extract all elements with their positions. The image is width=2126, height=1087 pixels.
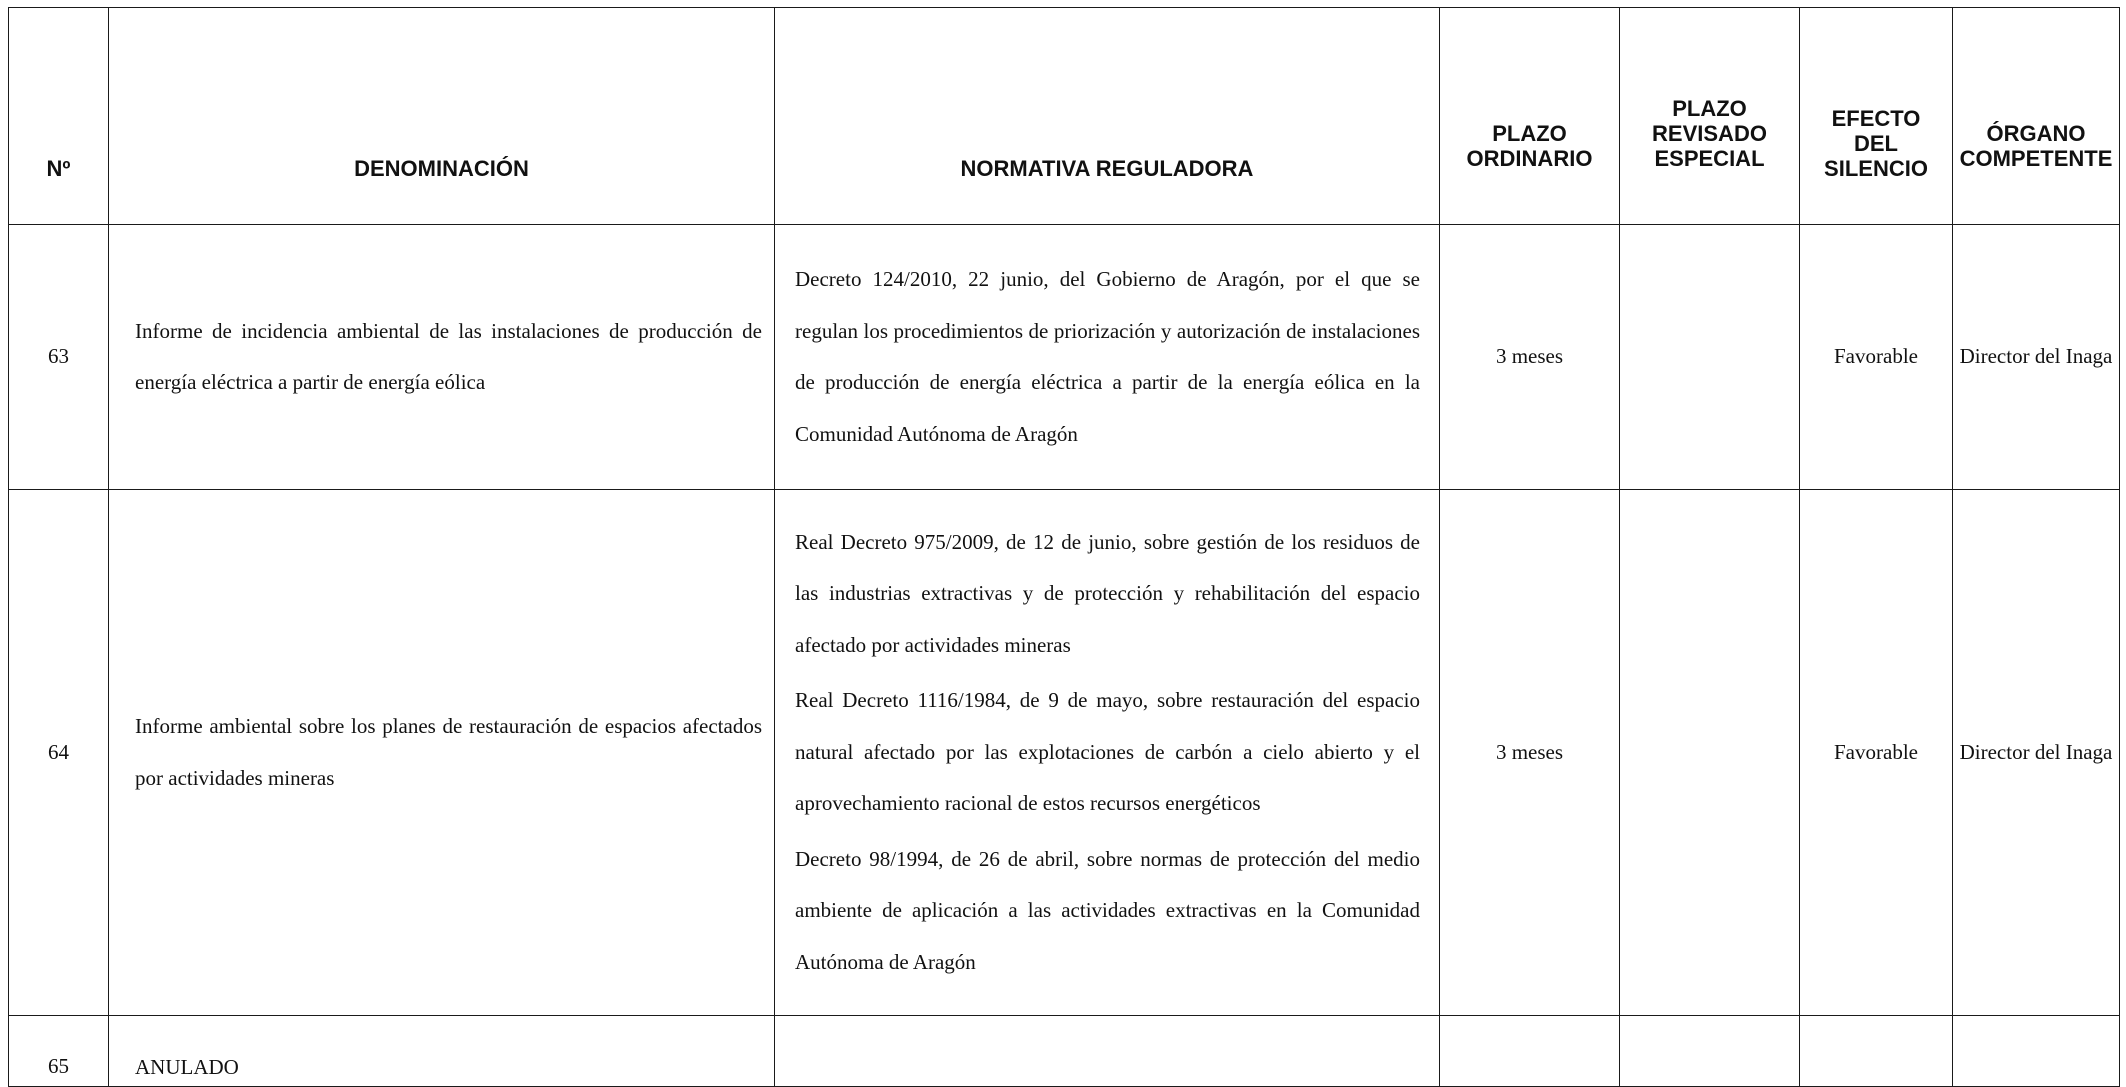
table-row bbox=[9, 490, 2120, 1016]
row-efecto-silencio: Favorable bbox=[1800, 490, 1953, 1016]
row-plazo-revisado bbox=[1620, 1016, 1800, 1087]
row-number: 64 bbox=[9, 490, 109, 1016]
header-line: DEL bbox=[1854, 131, 1898, 156]
header-plazo-ordinario bbox=[1440, 8, 1620, 225]
header-efecto-silencio bbox=[1800, 8, 1953, 225]
row-number: 63 bbox=[9, 225, 109, 490]
row-denominacion: Informe ambiental sobre los planes de restauración de espacios afectados por actividades mineras bbox=[109, 490, 775, 1016]
header-row bbox=[9, 8, 2120, 225]
header-plazo-revisado bbox=[1620, 8, 1800, 225]
header-line: EFECTO bbox=[1831, 106, 1921, 131]
row-number: 65 bbox=[9, 1016, 109, 1087]
row-denominacion: ANULADO bbox=[109, 1016, 775, 1087]
row-organo: Director del Inaga bbox=[1953, 490, 2120, 1016]
row-normativa bbox=[775, 490, 1440, 1016]
row-normativa bbox=[775, 225, 1440, 490]
header-denominacion: DENOMINACIÓN bbox=[109, 8, 775, 225]
row-plazo-ordinario: 3 meses bbox=[1440, 225, 1620, 490]
header-line: COMPETENTE bbox=[1959, 146, 2113, 171]
row-denominacion: Informe de incidencia ambiental de las instalaciones de producción de energía eléctrica a partir de energía eólica bbox=[109, 225, 775, 490]
header-line: SILENCIO bbox=[1824, 156, 1928, 181]
header-num: Nº bbox=[9, 8, 109, 225]
row-plazo-revisado bbox=[1620, 225, 1800, 490]
procedures-table bbox=[8, 7, 2120, 1087]
row-plazo-revisado bbox=[1620, 490, 1800, 1016]
normativa-item: Real Decreto 975/2009, de 12 de junio, sobre gestión de los residuos de las industrias extractivas y de protección y rehabilitación del espacio afectado por actividades mineras bbox=[795, 529, 1420, 657]
row-plazo-ordinario bbox=[1440, 1016, 1620, 1087]
row-organo bbox=[1953, 1016, 2120, 1087]
header-normativa: NORMATIVA REGULADORA bbox=[775, 8, 1440, 225]
header-line: ESPECIAL bbox=[1654, 146, 1765, 171]
row-organo: Director del Inaga bbox=[1953, 225, 2120, 490]
table-row bbox=[9, 1016, 2120, 1087]
table-row bbox=[9, 225, 2120, 490]
header-line: PLAZO bbox=[1672, 96, 1747, 121]
header-line: REVISADO bbox=[1652, 121, 1767, 146]
row-normativa bbox=[775, 1016, 1440, 1087]
header-line: ORDINARIO bbox=[1466, 146, 1593, 171]
row-plazo-ordinario: 3 meses bbox=[1440, 490, 1620, 1016]
normativa-item: Real Decreto 1116/1984, de 9 de mayo, sobre restauración del espacio natural afectado por las explotaciones de carbón a cielo abierto y el aprovechamiento racional de estos recursos energéticos bbox=[795, 688, 1420, 816]
header-organo bbox=[1953, 8, 2120, 225]
normativa-item: Decreto 124/2010, 22 junio, del Gobierno de Aragón, por el que se regulan los procedimientos de priorización y autorización de instalaciones de producción de energía eléctrica a partir de la energía eólica en la Comunidad Autónoma de Aragón bbox=[795, 267, 1420, 446]
row-efecto-silencio bbox=[1800, 1016, 1953, 1087]
row-efecto-silencio: Favorable bbox=[1800, 225, 1953, 490]
header-line: PLAZO bbox=[1492, 121, 1567, 146]
normativa-item: Decreto 98/1994, de 26 de abril, sobre normas de protección del medio ambiente de aplicación a las actividades extractivas en la Comunidad Autónoma de Aragón bbox=[795, 846, 1420, 974]
header-line: ÓRGANO bbox=[1986, 121, 2086, 146]
